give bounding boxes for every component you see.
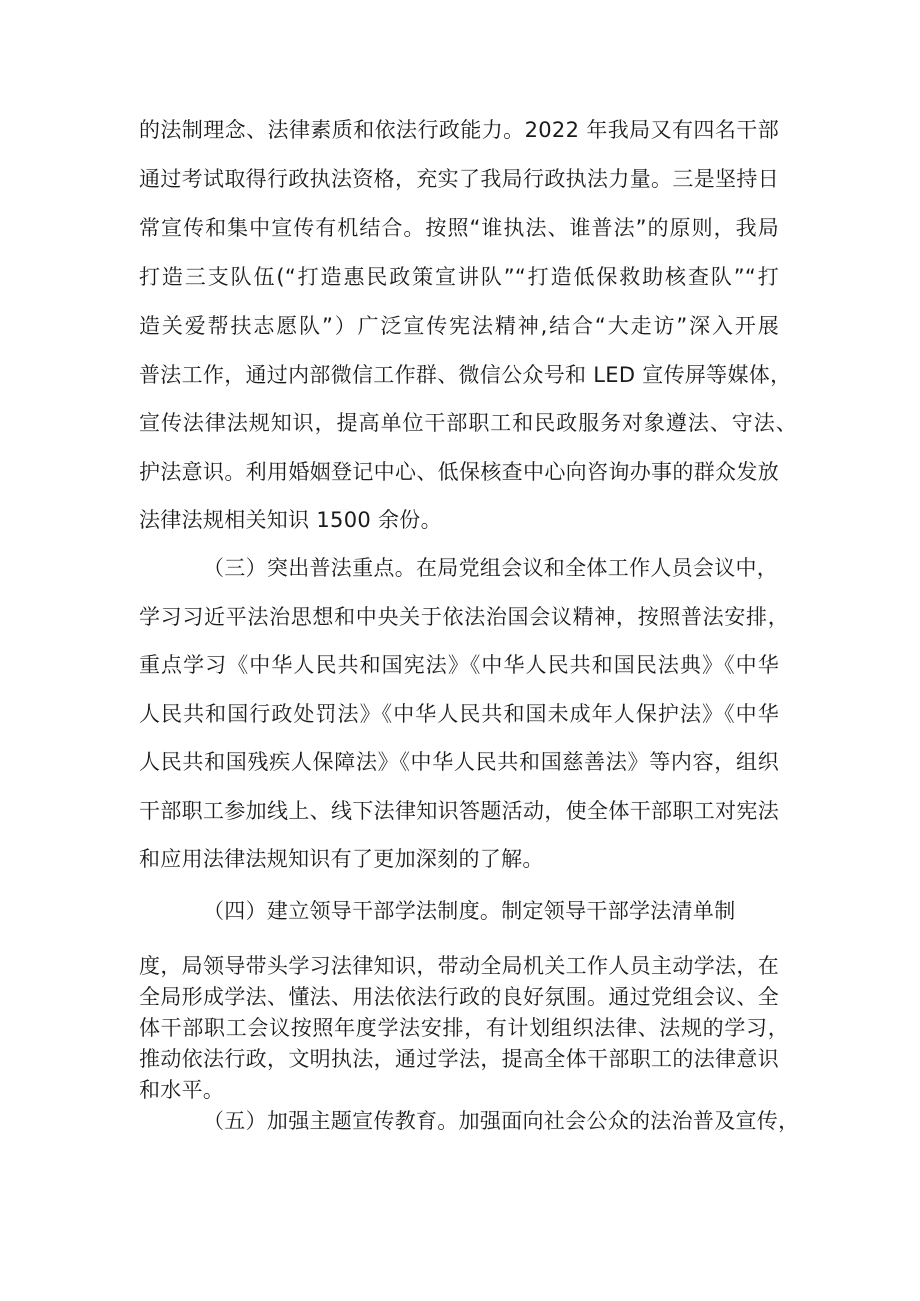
text-line: 人民共和国行政处罚法》《中华人民共和国未成年人保护法》《中华 — [139, 702, 779, 726]
text-line: 护法意识。利用婚姻登记中心、低保核查中心向咨询办事的群众发放 — [139, 460, 779, 484]
paragraph-heading-line: （三）突出普法重点。在局党组会议和全体工作人员会议中， — [203, 556, 779, 580]
paragraph-heading-line: （五）加强主题宣传教育。加强面向社会公众的法治普及宣传， — [203, 1109, 800, 1133]
text-line: 学习习近平法治思想和中央关于依法治国会议精神，按照普法安排， — [139, 605, 789, 629]
text-line: 打造三支队伍(“打造惠民政策宣讲队”“打造低保救助核查队”“打 — [139, 265, 779, 289]
text-line: 的法制理念、法律素质和依法行政能力。2022 年我局又有四名干部 — [139, 118, 779, 142]
text-line: 干部职工参加线上、线下法律知识答题活动，使全体干部职工对宪法 — [139, 799, 779, 823]
text-line: 和水平。 — [139, 1078, 225, 1102]
text-line: 法律法规相关知识 1500 余份。 — [139, 508, 442, 532]
text-line: 全局形成学法、懂法、用法依法行政的良好氛围。通过党组会议、全 — [139, 985, 779, 1009]
text-line: 宣传法律法规知识，提高单位干部职工和民政服务对象遵法、守法、 — [139, 411, 797, 435]
text-line: 体干部职工会议按照年度学法安排，有计划组织法律、法规的学习， — [139, 1016, 789, 1040]
paragraph-heading-line: （四）建立领导干部学法制度。制定领导干部学法清单制 — [203, 899, 736, 923]
text-line: 常宣传和集中宣传有机结合。按照“谁执法、谁普法”的原则，我局 — [139, 216, 779, 240]
text-line: 重点学习《中华人民共和国宪法》《中华人民共和国民法典》《中华 — [139, 653, 779, 677]
text-line: 推动依法行政，文明执法，通过学法，提高全体干部职工的法律意识 — [139, 1047, 779, 1071]
text-line: 人民共和国残疾人保障法》《中华人民共和国慈善法》等内容，组织 — [139, 750, 779, 774]
text-line: 和应用法律法规知识有了更加深刻的了解。 — [139, 847, 544, 871]
text-line: 度，局领导带头学习法律知识，带动全局机关工作人员主动学法，在 — [139, 954, 779, 978]
text-line: 造关爱帮扶志愿队”）广泛宣传宪法精神,结合“大走访”深入开展 — [139, 314, 779, 338]
text-line: 通过考试取得行政执法资格，充实了我局行政执法力量。三是坚持日 — [139, 167, 779, 191]
text-line: 普法工作，通过内部微信工作群、微信公众号和 LED 宣传屏等媒体， — [139, 363, 792, 387]
